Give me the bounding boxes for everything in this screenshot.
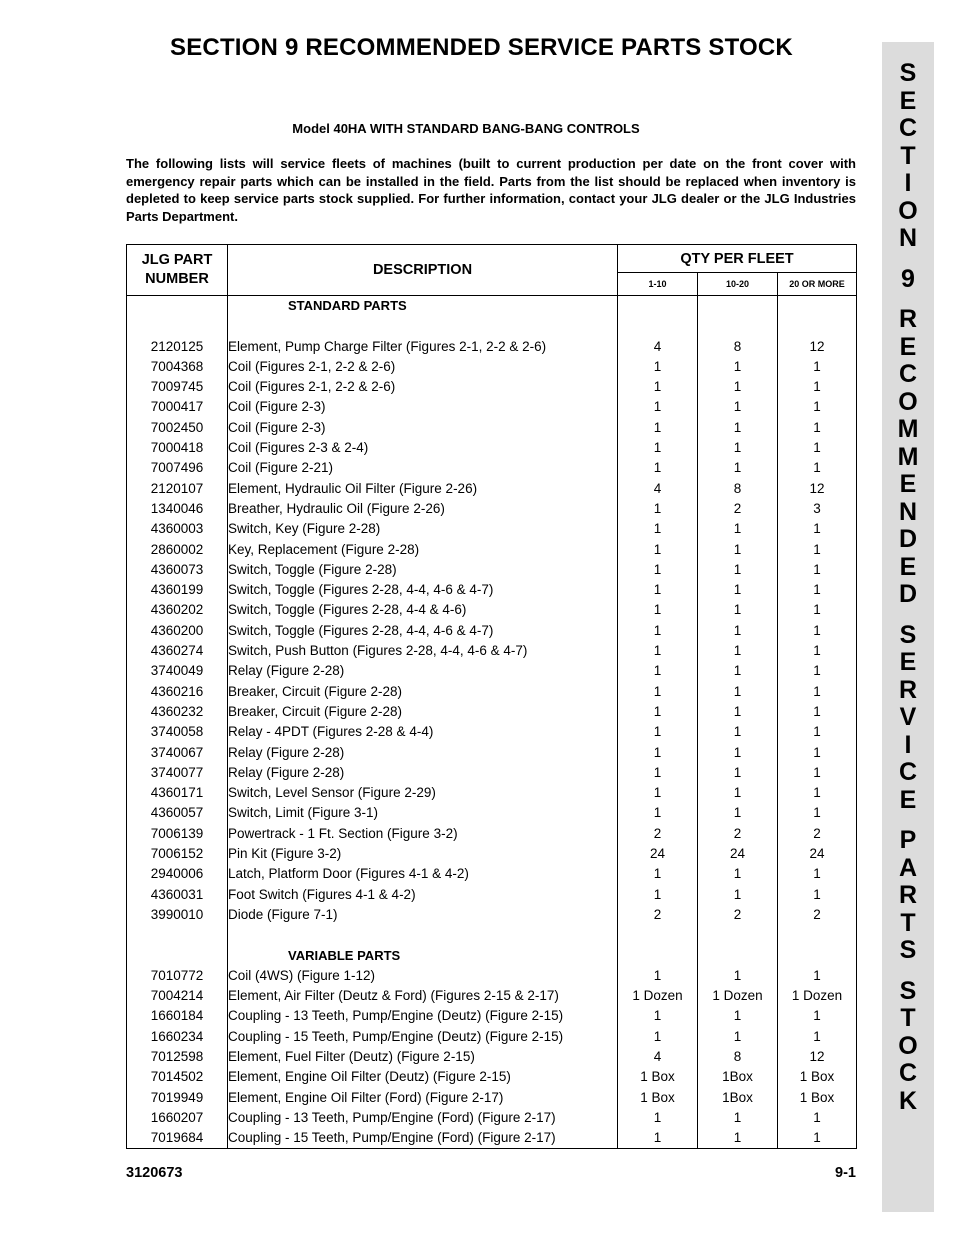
table-row bbox=[127, 479, 857, 499]
description-cell: Relay (Figure 2-28) bbox=[228, 763, 618, 783]
table-row bbox=[127, 1067, 857, 1087]
qty-20-or-more-cell: 1 bbox=[778, 560, 857, 580]
table-row bbox=[127, 337, 857, 357]
qty-1-10-cell: 1 bbox=[618, 499, 698, 519]
qty-20-or-more-cell bbox=[778, 925, 857, 945]
side-tab-word: 9 bbox=[901, 264, 915, 293]
table-row bbox=[127, 1088, 857, 1108]
table-row bbox=[127, 580, 857, 600]
table-row bbox=[127, 905, 857, 925]
qty-10-20-cell: 1 bbox=[698, 357, 778, 377]
part-number-cell: 7002450 bbox=[127, 418, 228, 438]
table-row bbox=[127, 682, 857, 702]
header-part-number: JLG PART NUMBER bbox=[127, 245, 228, 296]
description-cell: Coupling - 13 Teeth, Pump/Engine (Ford) (Figure 2-17) bbox=[228, 1108, 618, 1128]
table-row bbox=[127, 540, 857, 560]
qty-20-or-more-cell: 1 Dozen bbox=[778, 986, 857, 1006]
description-cell: Breather, Hydraulic Oil (Figure 2-26) bbox=[228, 499, 618, 519]
qty-20-or-more-cell: 1 bbox=[778, 377, 857, 397]
qty-10-20-cell: 8 bbox=[698, 1047, 778, 1067]
part-number-cell: 1660207 bbox=[127, 1108, 228, 1128]
qty-1-10-cell: 1 bbox=[618, 377, 698, 397]
qty-20-or-more-cell: 1 bbox=[778, 458, 857, 478]
description-cell: Coil (Figure 2-3) bbox=[228, 418, 618, 438]
qty-20-or-more-cell bbox=[778, 316, 857, 336]
table-row bbox=[127, 824, 857, 844]
qty-10-20-cell: 24 bbox=[698, 844, 778, 864]
parts-table bbox=[126, 244, 857, 1149]
table-row bbox=[127, 641, 857, 661]
qty-1-10-cell: 1 bbox=[618, 580, 698, 600]
description-cell: Switch, Push Button (Figures 2-28, 4-4, 4-6 & 4-7) bbox=[228, 641, 618, 661]
description-cell: Switch, Key (Figure 2-28) bbox=[228, 519, 618, 539]
qty-1-10-cell: 1 bbox=[618, 743, 698, 763]
part-number-cell: 4360200 bbox=[127, 621, 228, 641]
table-row bbox=[127, 499, 857, 519]
qty-1-10-cell: 1 bbox=[618, 803, 698, 823]
spacer-row bbox=[127, 316, 857, 336]
qty-1-10-cell: 1 bbox=[618, 458, 698, 478]
qty-10-20-cell: 1 bbox=[698, 418, 778, 438]
table-row bbox=[127, 418, 857, 438]
qty-20-or-more-cell: 1 bbox=[778, 763, 857, 783]
qty-1-10-cell: 1 bbox=[618, 1006, 698, 1026]
description-cell: Coil (Figures 2-1, 2-2 & 2-6) bbox=[228, 357, 618, 377]
description-cell: VARIABLE PARTS bbox=[228, 946, 618, 966]
description-cell: Coil (Figures 2-1, 2-2 & 2-6) bbox=[228, 377, 618, 397]
qty-10-20-cell: 2 bbox=[698, 905, 778, 925]
description-cell: Switch, Toggle (Figure 2-28) bbox=[228, 560, 618, 580]
qty-20-or-more-cell: 1 bbox=[778, 743, 857, 763]
qty-20-or-more-cell: 1 bbox=[778, 418, 857, 438]
description-cell: Coupling - 15 Teeth, Pump/Engine (Deutz) (Figure 2-15) bbox=[228, 1027, 618, 1047]
table-row bbox=[127, 722, 857, 742]
part-number-cell: 4360232 bbox=[127, 702, 228, 722]
description-cell: Powertrack - 1 Ft. Section (Figure 3-2) bbox=[228, 824, 618, 844]
qty-1-10-cell: 4 bbox=[618, 479, 698, 499]
description-cell: Breaker, Circuit (Figure 2-28) bbox=[228, 682, 618, 702]
table-row bbox=[127, 357, 857, 377]
qty-1-10-cell: 4 bbox=[618, 1047, 698, 1067]
qty-20-or-more-cell: 1 bbox=[778, 1108, 857, 1128]
part-number-cell: 4360057 bbox=[127, 803, 228, 823]
qty-1-10-cell: 1 bbox=[618, 560, 698, 580]
description-cell: Latch, Platform Door (Figures 4-1 & 4-2) bbox=[228, 864, 618, 884]
part-number-cell: 7004214 bbox=[127, 986, 228, 1006]
description-cell: Coupling - 13 Teeth, Pump/Engine (Deutz) (Figure 2-15) bbox=[228, 1006, 618, 1026]
qty-10-20-cell: 1 bbox=[698, 743, 778, 763]
part-number-cell: 4360274 bbox=[127, 641, 228, 661]
part-number-cell: 4360171 bbox=[127, 783, 228, 803]
table-row bbox=[127, 1027, 857, 1047]
qty-20-or-more-cell: 1 bbox=[778, 1027, 857, 1047]
qty-10-20-cell: 1 bbox=[698, 1006, 778, 1026]
qty-1-10-cell: 1 Box bbox=[618, 1088, 698, 1108]
table-row bbox=[127, 600, 857, 620]
qty-10-20-cell: 1 bbox=[698, 722, 778, 742]
table-row bbox=[127, 864, 857, 884]
qty-1-10-cell: 1 Dozen bbox=[618, 986, 698, 1006]
page-title: SECTION 9 RECOMMENDED SERVICE PARTS STOCK bbox=[170, 34, 793, 61]
qty-10-20-cell: 1 bbox=[698, 519, 778, 539]
part-number-cell: 4360073 bbox=[127, 560, 228, 580]
qty-20-or-more-cell: 1 bbox=[778, 864, 857, 884]
qty-1-10-cell: 1 bbox=[618, 418, 698, 438]
part-number-cell: 3740067 bbox=[127, 743, 228, 763]
parts-table-body bbox=[127, 296, 857, 1149]
qty-10-20-cell: 1 bbox=[698, 377, 778, 397]
page-number: 9-1 bbox=[835, 1165, 856, 1181]
qty-10-20-cell: 1 bbox=[698, 560, 778, 580]
description-cell: Switch, Toggle (Figures 2-28, 4-4, 4-6 & 4-7) bbox=[228, 621, 618, 641]
qty-10-20-cell: 2 bbox=[698, 824, 778, 844]
qty-1-10-cell: 1 bbox=[618, 722, 698, 742]
qty-10-20-cell: 2 bbox=[698, 499, 778, 519]
side-tab-word: S E C T I O N bbox=[898, 59, 918, 252]
part-number-cell: 4360199 bbox=[127, 580, 228, 600]
qty-20-or-more-cell bbox=[778, 296, 857, 317]
qty-10-20-cell: 1 bbox=[698, 966, 778, 986]
qty-20-or-more-cell: 1 bbox=[778, 702, 857, 722]
part-number-cell: 7004368 bbox=[127, 357, 228, 377]
qty-20-or-more-cell: 1 bbox=[778, 540, 857, 560]
qty-20-or-more-cell: 1 bbox=[778, 1128, 857, 1149]
description-cell: Relay (Figure 2-28) bbox=[228, 661, 618, 681]
part-number-cell: 3990010 bbox=[127, 905, 228, 925]
description-cell: Coupling - 15 Teeth, Pump/Engine (Ford) (Figure 2-17) bbox=[228, 1128, 618, 1149]
qty-1-10-cell: 1 bbox=[618, 519, 698, 539]
description-cell: Coil (Figure 2-21) bbox=[228, 458, 618, 478]
qty-1-10-cell: 1 bbox=[618, 621, 698, 641]
section-heading-row bbox=[127, 296, 857, 317]
model-heading: Model 40HA WITH STANDARD BANG-BANG CONTROLS bbox=[292, 121, 640, 136]
qty-20-or-more-cell: 1 Box bbox=[778, 1088, 857, 1108]
qty-10-20-cell: 1 bbox=[698, 641, 778, 661]
part-number-cell: 7007496 bbox=[127, 458, 228, 478]
part-number-cell: 7006139 bbox=[127, 824, 228, 844]
section-heading-row bbox=[127, 946, 857, 966]
qty-20-or-more-cell: 12 bbox=[778, 1047, 857, 1067]
qty-1-10-cell: 1 bbox=[618, 885, 698, 905]
description-cell: Element, Engine Oil Filter (Ford) (Figure 2-17) bbox=[228, 1088, 618, 1108]
qty-1-10-cell bbox=[618, 925, 698, 945]
qty-20-or-more-cell: 1 bbox=[778, 438, 857, 458]
qty-20-or-more-cell: 2 bbox=[778, 905, 857, 925]
qty-10-20-cell: 8 bbox=[698, 479, 778, 499]
document-number: 3120673 bbox=[126, 1165, 183, 1181]
description-cell: Relay (Figure 2-28) bbox=[228, 743, 618, 763]
part-number-cell: 7014502 bbox=[127, 1067, 228, 1087]
qty-1-10-cell: 1 bbox=[618, 783, 698, 803]
table-row bbox=[127, 1006, 857, 1026]
qty-1-10-cell: 2 bbox=[618, 905, 698, 925]
spacer-row bbox=[127, 925, 857, 945]
qty-10-20-cell: 1 bbox=[698, 702, 778, 722]
part-number-cell bbox=[127, 296, 228, 317]
table-row bbox=[127, 519, 857, 539]
part-number-cell: 3740049 bbox=[127, 661, 228, 681]
table-row bbox=[127, 397, 857, 417]
part-number-cell: 4360216 bbox=[127, 682, 228, 702]
qty-10-20-cell: 1 bbox=[698, 540, 778, 560]
qty-1-10-cell: 1 bbox=[618, 702, 698, 722]
section-side-tab bbox=[882, 42, 934, 1212]
qty-10-20-cell: 1 bbox=[698, 885, 778, 905]
qty-20-or-more-cell: 1 bbox=[778, 357, 857, 377]
qty-1-10-cell: 1 bbox=[618, 540, 698, 560]
qty-1-10-cell: 1 bbox=[618, 661, 698, 681]
qty-10-20-cell: 1 bbox=[698, 783, 778, 803]
qty-10-20-cell: 1 bbox=[698, 864, 778, 884]
qty-1-10-cell: 1 bbox=[618, 357, 698, 377]
qty-10-20-cell: 1 bbox=[698, 458, 778, 478]
qty-20-or-more-cell: 1 bbox=[778, 722, 857, 742]
qty-1-10-cell bbox=[618, 946, 698, 966]
part-number-cell: 1660184 bbox=[127, 1006, 228, 1026]
part-number-cell: 1660234 bbox=[127, 1027, 228, 1047]
side-tab-text bbox=[882, 60, 934, 1128]
header-description: DESCRIPTION bbox=[228, 245, 618, 296]
qty-1-10-cell: 1 bbox=[618, 966, 698, 986]
qty-1-10-cell: 1 bbox=[618, 864, 698, 884]
qty-10-20-cell bbox=[698, 316, 778, 336]
header-qty-20-or-more: 20 OR MORE bbox=[778, 273, 857, 296]
qty-20-or-more-cell: 2 bbox=[778, 824, 857, 844]
description-cell bbox=[228, 316, 618, 336]
part-number-cell: 3740077 bbox=[127, 763, 228, 783]
header-qty-10-20: 10-20 bbox=[698, 273, 778, 296]
qty-20-or-more-cell: 12 bbox=[778, 337, 857, 357]
qty-1-10-cell: 1 bbox=[618, 1128, 698, 1149]
qty-20-or-more-cell: 24 bbox=[778, 844, 857, 864]
part-number-cell: 7019684 bbox=[127, 1128, 228, 1149]
table-row bbox=[127, 702, 857, 722]
qty-10-20-cell: 1 bbox=[698, 438, 778, 458]
description-cell: Switch, Toggle (Figures 2-28, 4-4, 4-6 & 4-7) bbox=[228, 580, 618, 600]
table-row bbox=[127, 763, 857, 783]
table-row bbox=[127, 377, 857, 397]
table-row bbox=[127, 844, 857, 864]
part-number-cell: 7012598 bbox=[127, 1047, 228, 1067]
qty-10-20-cell: 8 bbox=[698, 337, 778, 357]
qty-10-20-cell: 1 bbox=[698, 763, 778, 783]
qty-20-or-more-cell: 1 bbox=[778, 580, 857, 600]
table-row bbox=[127, 458, 857, 478]
description-cell: Switch, Toggle (Figures 2-28, 4-4 & 4-6) bbox=[228, 600, 618, 620]
header-qty-1-10: 1-10 bbox=[618, 273, 698, 296]
qty-1-10-cell: 1 bbox=[618, 641, 698, 661]
qty-20-or-more-cell: 1 bbox=[778, 661, 857, 681]
description-cell: Switch, Level Sensor (Figure 2-29) bbox=[228, 783, 618, 803]
description-cell: Switch, Limit (Figure 3-1) bbox=[228, 803, 618, 823]
description-cell: Key, Replacement (Figure 2-28) bbox=[228, 540, 618, 560]
intro-paragraph: The following lists will service fleets of machines (built to current production per date on the front cover with emergency repair parts which can be installed in the field. Parts from the list should be replaced when inventory is depleted to keep service parts stock supplied. For further information, contact your JLG dealer or the JLG Industries Parts Department. bbox=[126, 156, 856, 224]
table-row bbox=[127, 783, 857, 803]
table-row bbox=[127, 966, 857, 986]
part-number-cell: 1340046 bbox=[127, 499, 228, 519]
qty-20-or-more-cell: 1 bbox=[778, 682, 857, 702]
qty-10-20-cell: 1 bbox=[698, 1027, 778, 1047]
qty-10-20-cell: 1 bbox=[698, 600, 778, 620]
qty-1-10-cell bbox=[618, 296, 698, 317]
table-row bbox=[127, 1047, 857, 1067]
description-cell: Coil (Figure 2-3) bbox=[228, 397, 618, 417]
qty-20-or-more-cell: 1 bbox=[778, 803, 857, 823]
description-cell: Coil (4WS) (Figure 1-12) bbox=[228, 966, 618, 986]
description-cell: Breaker, Circuit (Figure 2-28) bbox=[228, 702, 618, 722]
qty-20-or-more-cell: 1 bbox=[778, 397, 857, 417]
part-number-cell: 7000417 bbox=[127, 397, 228, 417]
table-row bbox=[127, 986, 857, 1006]
table-row bbox=[127, 438, 857, 458]
description-cell: Element, Fuel Filter (Deutz) (Figure 2-15) bbox=[228, 1047, 618, 1067]
qty-1-10-cell: 1 bbox=[618, 600, 698, 620]
qty-10-20-cell: 1 bbox=[698, 397, 778, 417]
qty-10-20-cell: 1 bbox=[698, 1128, 778, 1149]
description-cell: Element, Hydraulic Oil Filter (Figure 2-26) bbox=[228, 479, 618, 499]
part-number-cell: 2860002 bbox=[127, 540, 228, 560]
qty-20-or-more-cell: 1 Box bbox=[778, 1067, 857, 1087]
qty-1-10-cell: 1 bbox=[618, 682, 698, 702]
part-number-cell: 7006152 bbox=[127, 844, 228, 864]
qty-10-20-cell: 1Box bbox=[698, 1088, 778, 1108]
qty-1-10-cell: 4 bbox=[618, 337, 698, 357]
qty-10-20-cell: 1 bbox=[698, 621, 778, 641]
description-cell: Foot Switch (Figures 4-1 & 4-2) bbox=[228, 885, 618, 905]
qty-20-or-more-cell bbox=[778, 946, 857, 966]
table-row bbox=[127, 621, 857, 641]
qty-1-10-cell: 2 bbox=[618, 824, 698, 844]
side-tab-word: S T O C K bbox=[898, 976, 918, 1115]
description-cell: Diode (Figure 7-1) bbox=[228, 905, 618, 925]
description-cell: Pin Kit (Figure 3-2) bbox=[228, 844, 618, 864]
qty-10-20-cell bbox=[698, 925, 778, 945]
qty-20-or-more-cell: 1 bbox=[778, 1006, 857, 1026]
table-row bbox=[127, 560, 857, 580]
qty-10-20-cell: 1 bbox=[698, 803, 778, 823]
description-cell: Element, Pump Charge Filter (Figures 2-1, 2-2 & 2-6) bbox=[228, 337, 618, 357]
qty-10-20-cell: 1 bbox=[698, 682, 778, 702]
table-row bbox=[127, 1128, 857, 1149]
side-tab-word: R E C O M M E N D E D bbox=[897, 305, 919, 608]
header-qty-per-fleet: QTY PER FLEET bbox=[618, 245, 857, 273]
qty-1-10-cell: 1 bbox=[618, 397, 698, 417]
part-number-cell: 7019949 bbox=[127, 1088, 228, 1108]
qty-20-or-more-cell: 1 bbox=[778, 966, 857, 986]
part-number-cell: 7009745 bbox=[127, 377, 228, 397]
description-cell: STANDARD PARTS bbox=[228, 296, 618, 317]
qty-20-or-more-cell: 12 bbox=[778, 479, 857, 499]
qty-20-or-more-cell: 1 bbox=[778, 641, 857, 661]
qty-1-10-cell: 1 bbox=[618, 1108, 698, 1128]
qty-10-20-cell: 1 bbox=[698, 661, 778, 681]
part-number-cell: 4360031 bbox=[127, 885, 228, 905]
table-row bbox=[127, 885, 857, 905]
qty-10-20-cell: 1 bbox=[698, 1108, 778, 1128]
table-row bbox=[127, 803, 857, 823]
qty-1-10-cell bbox=[618, 316, 698, 336]
qty-20-or-more-cell: 1 bbox=[778, 783, 857, 803]
qty-1-10-cell: 24 bbox=[618, 844, 698, 864]
qty-20-or-more-cell: 3 bbox=[778, 499, 857, 519]
qty-10-20-cell: 1 Dozen bbox=[698, 986, 778, 1006]
part-number-cell bbox=[127, 925, 228, 945]
qty-20-or-more-cell: 1 bbox=[778, 600, 857, 620]
qty-1-10-cell: 1 bbox=[618, 763, 698, 783]
qty-10-20-cell bbox=[698, 296, 778, 317]
part-number-cell: 4360202 bbox=[127, 600, 228, 620]
part-number-cell: 7000418 bbox=[127, 438, 228, 458]
qty-10-20-cell bbox=[698, 946, 778, 966]
side-tab-word: P A R T S bbox=[898, 826, 918, 964]
qty-20-or-more-cell: 1 bbox=[778, 885, 857, 905]
part-number-cell: 2120125 bbox=[127, 337, 228, 357]
part-number-cell: 2940006 bbox=[127, 864, 228, 884]
side-tab-word: S E R V I C E bbox=[898, 620, 918, 814]
description-cell bbox=[228, 925, 618, 945]
description-cell: Relay - 4PDT (Figures 2-28 & 4-4) bbox=[228, 722, 618, 742]
qty-20-or-more-cell: 1 bbox=[778, 621, 857, 641]
description-cell: Coil (Figures 2-3 & 2-4) bbox=[228, 438, 618, 458]
part-number-cell: 2120107 bbox=[127, 479, 228, 499]
part-number-cell: 7010772 bbox=[127, 966, 228, 986]
part-number-cell bbox=[127, 316, 228, 336]
part-number-cell bbox=[127, 946, 228, 966]
qty-10-20-cell: 1Box bbox=[698, 1067, 778, 1087]
description-cell: Element, Engine Oil Filter (Deutz) (Figure 2-15) bbox=[228, 1067, 618, 1087]
part-number-cell: 4360003 bbox=[127, 519, 228, 539]
qty-10-20-cell: 1 bbox=[698, 580, 778, 600]
qty-20-or-more-cell: 1 bbox=[778, 519, 857, 539]
table-row bbox=[127, 661, 857, 681]
table-row bbox=[127, 743, 857, 763]
description-cell: Element, Air Filter (Deutz & Ford) (Figures 2-15 & 2-17) bbox=[228, 986, 618, 1006]
qty-1-10-cell: 1 Box bbox=[618, 1067, 698, 1087]
qty-1-10-cell: 1 bbox=[618, 438, 698, 458]
part-number-cell: 3740058 bbox=[127, 722, 228, 742]
qty-1-10-cell: 1 bbox=[618, 1027, 698, 1047]
table-row bbox=[127, 1108, 857, 1128]
